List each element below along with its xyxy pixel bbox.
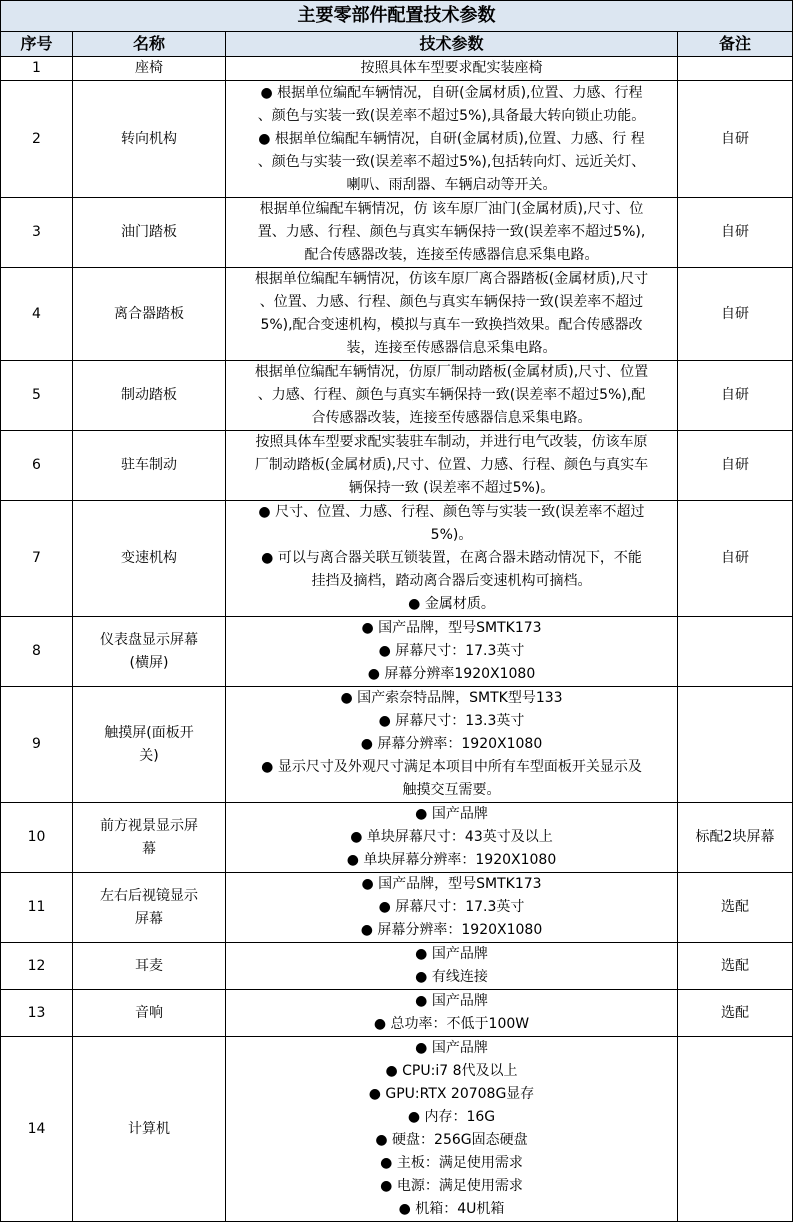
table-row bbox=[1, 1037, 793, 1222]
spec-line: ● 金属材质。 bbox=[408, 596, 495, 612]
spec-line: 合传感器改装，连接至传感器信息采集电路。 bbox=[311, 410, 592, 426]
spec-line: 根据单位编配车辆情况，仿原厂制动踏板(金属材质),尺寸、位置 bbox=[254, 364, 649, 380]
row-note: 自研 bbox=[678, 81, 793, 198]
row-spec bbox=[226, 1037, 678, 1222]
row-index: 14 bbox=[1, 1037, 73, 1222]
spec-line: ● 国产品牌 bbox=[415, 993, 488, 1009]
row-spec bbox=[226, 361, 678, 431]
row-spec bbox=[226, 431, 678, 501]
row-index: 13 bbox=[1, 990, 73, 1037]
spec-line: ● 国产品牌 bbox=[415, 946, 488, 962]
row-index: 6 bbox=[1, 431, 73, 501]
spec-line: ● 单块屏幕分辨率：1920X1080 bbox=[346, 852, 557, 868]
spec-line: 喇叭、雨刮器、车辆启动等开关。 bbox=[346, 176, 557, 193]
row-index: 4 bbox=[1, 268, 73, 361]
row-index: 5 bbox=[1, 361, 73, 431]
row-index: 2 bbox=[1, 81, 73, 198]
row-name: 油门踏板 bbox=[73, 198, 226, 268]
spec-line: ● 尺寸、位置、力感、行程、颜色等与实装一致(误差率不超过 bbox=[258, 504, 645, 520]
spec-line: 5%)。 bbox=[430, 527, 473, 543]
row-spec bbox=[226, 873, 678, 943]
row-name: 制动踏板 bbox=[73, 361, 226, 431]
table-row bbox=[1, 198, 793, 268]
spec-line: ● 屏幕尺寸：17.3英寸 bbox=[378, 899, 525, 915]
row-index: 10 bbox=[1, 803, 73, 873]
row-index: 9 bbox=[1, 687, 73, 803]
row-note bbox=[678, 1037, 793, 1222]
row-index: 7 bbox=[1, 501, 73, 617]
table-row bbox=[1, 57, 793, 81]
row-spec bbox=[226, 943, 678, 990]
table-row bbox=[1, 803, 793, 873]
spec-line: 装，连接至传感器信息采集电路。 bbox=[346, 340, 557, 356]
row-name: 转向机构 bbox=[73, 81, 226, 198]
spec-line: 配合传感器改装，连接至传感器信息采集电路。 bbox=[304, 247, 599, 263]
spec-line: ● 根据单位编配车辆情况，自研(金属材质),位置、力感、行程 bbox=[260, 84, 643, 101]
table-row bbox=[1, 81, 793, 198]
spec-line: 触摸交互需要。 bbox=[402, 782, 501, 798]
row-name: 左右后视镜显示屏幕 bbox=[73, 873, 226, 943]
row-index: 8 bbox=[1, 617, 73, 687]
table-row bbox=[1, 431, 793, 501]
row-spec bbox=[226, 501, 678, 617]
row-index: 3 bbox=[1, 198, 73, 268]
spec-line: ● 可以与离合器关联互锁装置，在离合器未踏动情况下，不能 bbox=[261, 550, 642, 566]
row-note: 选配 bbox=[678, 943, 793, 990]
row-note: 自研 bbox=[678, 268, 793, 361]
row-name: 离合器踏板 bbox=[73, 268, 226, 361]
row-spec bbox=[226, 268, 678, 361]
spec-line: ● 有线连接 bbox=[415, 969, 488, 985]
table-row bbox=[1, 873, 793, 943]
spec-line: ● 屏幕尺寸：17.3英寸 bbox=[378, 643, 525, 659]
spec-line: 置、力感、行程、颜色与真实车辆保持一致(误差率不超过5%), bbox=[257, 224, 646, 240]
spec-line: ● 屏幕分辨率：1920X1080 bbox=[360, 736, 543, 752]
spec-line: ● 显示尺寸及外观尺寸满足本项目中所有车型面板开关显示及 bbox=[261, 759, 642, 775]
spec-line: 按照具体车型要求配实装驻车制动，并进行电气改装，仿该车原 bbox=[255, 434, 648, 450]
spec-line: ● 单块屏幕尺寸：43英寸及以上 bbox=[350, 829, 553, 845]
spec-line: 辆保持一致 (误差率不超过5%)。 bbox=[348, 480, 555, 496]
row-spec bbox=[226, 57, 678, 81]
spec-line: ● 屏幕分辨率：1920X1080 bbox=[360, 922, 543, 938]
table-title: 主要零部件配置技术参数 bbox=[1, 1, 793, 32]
row-name: 触摸屏(面板开关) bbox=[73, 687, 226, 803]
spec-line: ● 电源：满足使用需求 bbox=[380, 1178, 523, 1194]
header-note: 备注 bbox=[678, 32, 793, 57]
table-row bbox=[1, 361, 793, 431]
spec-line: 按照具体车型要求配实装座椅 bbox=[360, 60, 543, 76]
title-row bbox=[1, 1, 793, 32]
row-name: 计算机 bbox=[73, 1037, 226, 1222]
row-spec bbox=[226, 803, 678, 873]
row-name: 变速机构 bbox=[73, 501, 226, 617]
spec-line: ● CPU:i7 8代及以上 bbox=[385, 1063, 518, 1079]
row-name: 座椅 bbox=[73, 57, 226, 81]
row-note: 自研 bbox=[678, 501, 793, 617]
row-name: 仪表盘显示屏幕(横屏) bbox=[73, 617, 226, 687]
row-note bbox=[678, 57, 793, 81]
row-index: 11 bbox=[1, 873, 73, 943]
header-name: 名称 bbox=[73, 32, 226, 57]
table-row bbox=[1, 943, 793, 990]
row-note: 选配 bbox=[678, 990, 793, 1037]
row-note: 自研 bbox=[678, 431, 793, 501]
spec-line: ● 主板：满足使用需求 bbox=[380, 1155, 523, 1171]
spec-line: 、颜色与实装一致(误差率不超过5%),具备最大转向锁止功能。 bbox=[257, 107, 646, 124]
spec-line: ● 机箱：4U机箱 bbox=[398, 1201, 505, 1217]
spec-line: 挂挡及摘档，踏动离合器后变速机构可摘档。 bbox=[311, 573, 592, 589]
table-row bbox=[1, 617, 793, 687]
spec-line: ● GPU:RTX 20708G显存 bbox=[368, 1086, 535, 1102]
table-body bbox=[1, 57, 793, 1222]
table-row bbox=[1, 501, 793, 617]
header-spec: 技术参数 bbox=[226, 32, 678, 57]
row-note bbox=[678, 687, 793, 803]
spec-line: ● 国产品牌 bbox=[415, 806, 488, 822]
row-spec bbox=[226, 81, 678, 198]
row-name: 前方视景显示屏幕 bbox=[73, 803, 226, 873]
spec-line: ● 内存：16G bbox=[407, 1109, 496, 1125]
row-note: 选配 bbox=[678, 873, 793, 943]
row-note: 自研 bbox=[678, 198, 793, 268]
row-note: 标配2块屏幕 bbox=[678, 803, 793, 873]
header-row bbox=[1, 32, 793, 57]
spec-line: ● 屏幕分辨率1920X1080 bbox=[367, 666, 536, 682]
spec-line: 、力感、行程、颜色与真实车辆保持一致(误差率不超过5%),配 bbox=[257, 387, 646, 403]
table-row bbox=[1, 268, 793, 361]
spec-line: ● 根据单位编配车辆情况，自研(金属材质),位置、力感、行 程 bbox=[258, 130, 645, 147]
header-index: 序号 bbox=[1, 32, 73, 57]
spec-line: ● 屏幕尺寸：13.3英寸 bbox=[378, 713, 525, 729]
spec-line: 厂制动踏板(金属材质),尺寸、位置、力感、行程、颜色与真实车 bbox=[254, 457, 649, 473]
row-spec bbox=[226, 990, 678, 1037]
row-note: 自研 bbox=[678, 361, 793, 431]
spec-line: ● 国产品牌，型号SMTK173 bbox=[361, 620, 542, 636]
row-index: 1 bbox=[1, 57, 73, 81]
spec-line: 、位置、力感、行程、颜色与真实车辆保持一致(误差率不超过 bbox=[259, 294, 644, 310]
spec-line: 、颜色与实装一致(误差率不超过5%),包括转向灯、远近关灯、 bbox=[257, 153, 646, 170]
row-spec bbox=[226, 617, 678, 687]
row-name: 音响 bbox=[73, 990, 226, 1037]
row-spec bbox=[226, 198, 678, 268]
spec-line: ● 总功率：不低于100W bbox=[373, 1016, 530, 1032]
row-name: 驻车制动 bbox=[73, 431, 226, 501]
row-index: 12 bbox=[1, 943, 73, 990]
spec-line: ● 硬盘：256G固态硬盘 bbox=[375, 1132, 528, 1148]
spec-line: ● 国产品牌，型号SMTK173 bbox=[361, 876, 542, 892]
spec-line: ● 国产品牌 bbox=[415, 1040, 488, 1056]
row-spec bbox=[226, 687, 678, 803]
spec-line: ● 国产索奈特品牌，SMTK型号133 bbox=[340, 690, 563, 706]
spec-line: 根据单位编配车辆情况，仿 该车原厂油门(金属材质),尺寸、位 bbox=[259, 201, 644, 217]
row-note bbox=[678, 617, 793, 687]
spec-line: 根据单位编配车辆情况，仿该车原厂离合器踏板(金属材质),尺寸 bbox=[254, 271, 649, 287]
row-name: 耳麦 bbox=[73, 943, 226, 990]
spec-line: 5%),配合变速机构，模拟与真车一致换挡效果。配合传感器改 bbox=[260, 317, 643, 333]
table-row bbox=[1, 990, 793, 1037]
table-row bbox=[1, 687, 793, 803]
